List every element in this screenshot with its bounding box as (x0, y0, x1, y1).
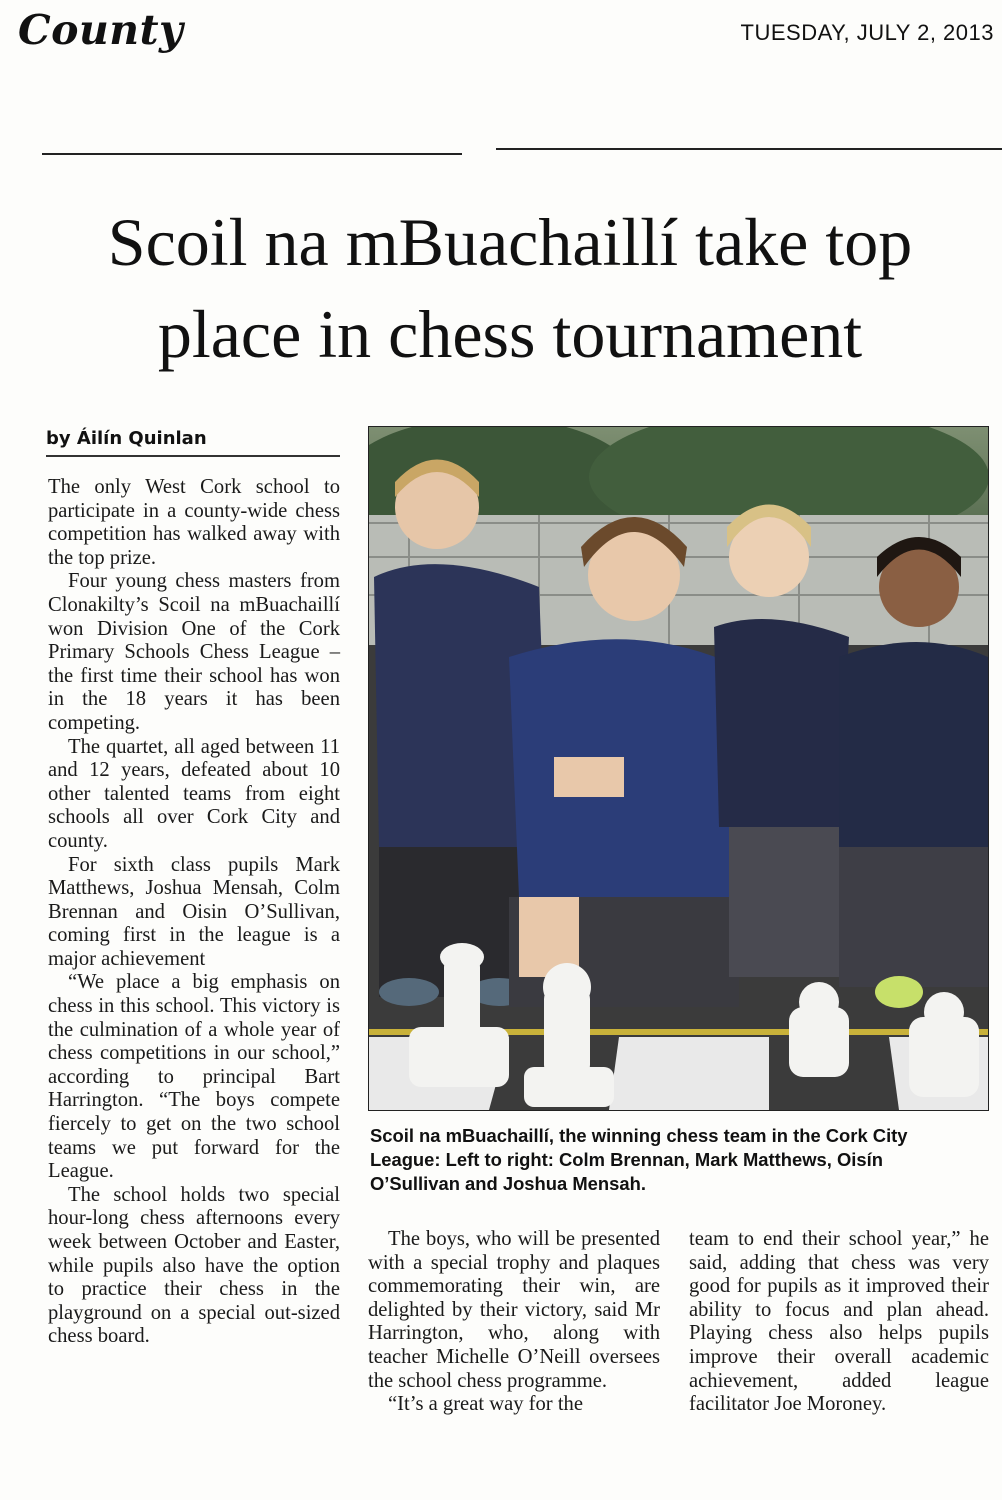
article-column-2 (368, 1228, 660, 1417)
photo-caption: Scoil na mBuachaillí, the winning chess team in the Cork City League: Left to right: Colm Brennan, Mark Matthews, Oisín O’Sullivan and Joshua Mensah. (370, 1125, 908, 1194)
paragraph: For sixth class pupils Mark Matthews, Joshua Mensah, Colm Brennan and Oisin O’Sullivan, coming first in the league is a major achievement (48, 853, 340, 970)
team-photo (368, 426, 989, 1111)
paragraph: The school holds two special hour-long chess afternoons every week between October and Easter, while pupils also have the option to practice their chess in the playground on a special out-sized chess board. (48, 1183, 340, 1348)
section-title: County (18, 6, 184, 54)
byline: by Áilín Quinlan (46, 428, 207, 449)
paragraph: team to end their school year,” he said, adding that chess was very good for pupils as it improved their ability to focus and plan ahead. Playing chess also helps pupils improve their overall academic achievement, added league facilitator Joe Moroney. (689, 1228, 989, 1416)
article-column-3 (689, 1228, 989, 1417)
headline (30, 196, 990, 380)
paragraph: “It’s a great way for the (388, 1393, 583, 1416)
headline-line-2: place in chess tournament (157, 296, 863, 372)
byline-rule (46, 455, 340, 457)
paragraph: Four young chess masters from Clonakilty’s Scoil na mBuachaillí won Division One of the Cork Primary Schools Chess League – the first time their school has won in the 18 years it has been competing. (48, 570, 340, 734)
header-rule-right (496, 148, 1002, 150)
photo-illustration (369, 427, 988, 1110)
paragraph: “We place a big emphasis on chess in this school. This victory is the culmination of a whole year of chess competitions in our school,” according to principal Bart Harrington. “The boys compete fiercely to get on the two school teams we put forward for the League. (48, 971, 340, 1183)
paragraph: The only West Cork school to participate in a county-wide chess competition has walked away with the top prize. (48, 476, 340, 569)
headline-line-1: Scoil na mBuachaillí take top (107, 204, 913, 280)
paragraph: The quartet, all aged between 11 and 12 years, defeated about 10 other talented teams from eight schools all over Cork City and county. (48, 735, 340, 852)
header-rule-left (42, 153, 462, 155)
paragraph: The boys, who will be presented with a special trophy and plaques commemorating their win, are delighted by their victory, said Mr Harrington, who, along with teacher Michelle O’Neill oversees the school chess programme. (368, 1228, 660, 1392)
issue-date: TUESDAY, JULY 2, 2013 (740, 20, 994, 45)
article-column-1 (48, 476, 340, 1349)
